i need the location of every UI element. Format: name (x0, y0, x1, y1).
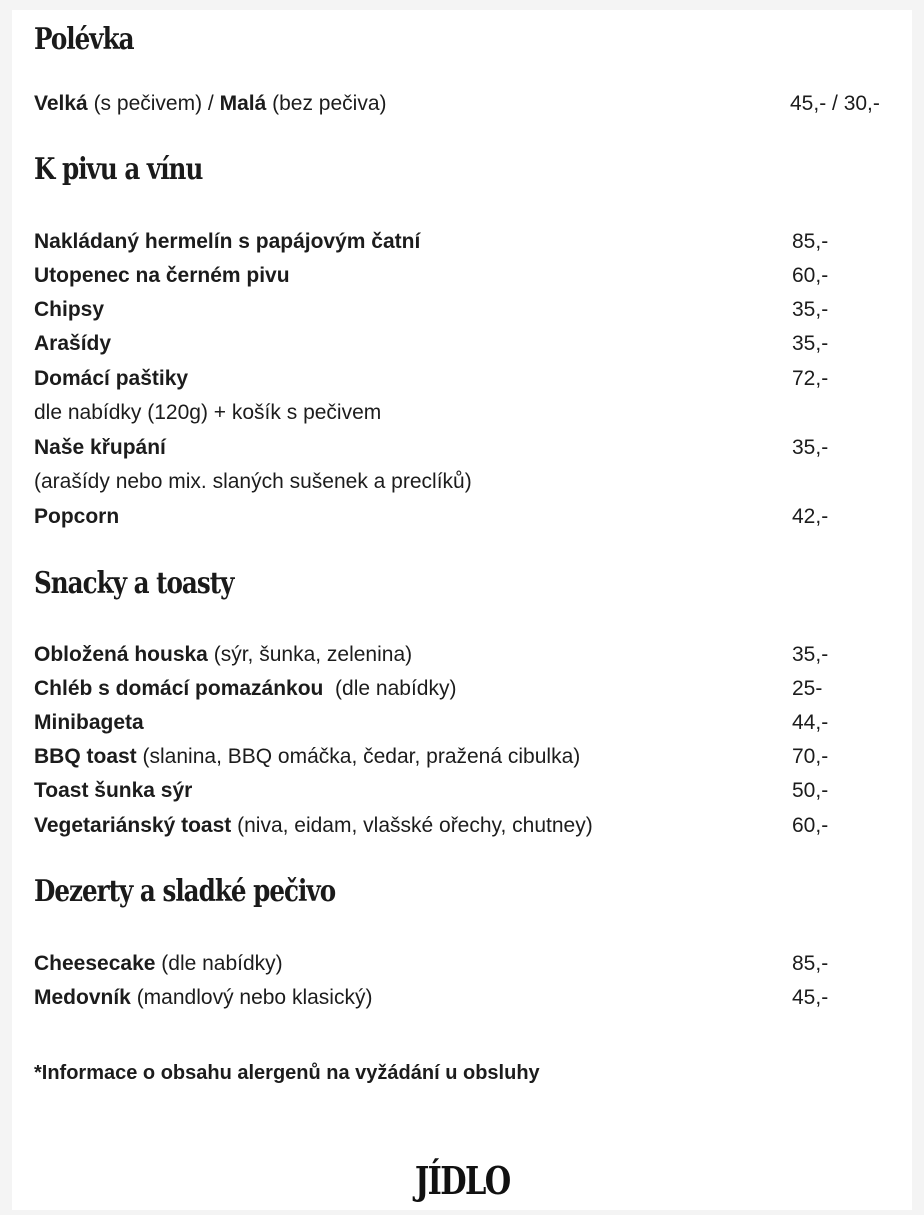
item-name: Chléb s domácí pomazánkou (34, 677, 324, 700)
section-title-snacky-a-toasty: Snacky a toasty (34, 566, 234, 601)
menu-item-polevka (34, 90, 902, 118)
page-title-jidlo (12, 1158, 912, 1203)
item-price: 70,- (792, 745, 829, 768)
item-name: Cheesecake (34, 952, 156, 975)
menu-item (34, 296, 902, 324)
menu-item (34, 330, 902, 358)
item-detail: (slanina, BBQ omáčka, čedar, pražená cibulka) (136, 745, 581, 768)
item-name: Arašídy (34, 332, 112, 355)
item-name: Popcorn (34, 505, 120, 528)
section-title-k-pivu-a-vinu: K pivu a vínu (34, 152, 203, 187)
item-price: 85,- (792, 952, 829, 975)
section-title-dezerty: Dezerty a sladké pečivo (34, 874, 336, 909)
item-name: Nakládaný hermelín s papájovým čatní (34, 230, 421, 253)
item-name: Toast šunka sýr (34, 779, 193, 802)
item-price: 35,- (792, 643, 829, 666)
item-name: Medovník (34, 986, 131, 1009)
page-title-text: JÍDLO (414, 1158, 510, 1203)
item-detail: (sýr, šunka, zelenina) (207, 643, 413, 666)
item-price: 35,- (792, 298, 829, 321)
menu-item (34, 228, 902, 256)
item-name: Utopenec na černém pivu (34, 264, 290, 287)
menu-item (34, 777, 902, 805)
item-price: 72,- (792, 367, 829, 390)
menu-item (34, 984, 902, 1012)
menu-item (34, 675, 902, 703)
menu-item (34, 743, 902, 771)
item-name: Velká (34, 92, 88, 115)
item-detail: (niva, eidam, vlašské ořechy, chutney) (231, 814, 593, 837)
item-name: Minibageta (34, 711, 144, 734)
item-price: 45,- / 30,- (790, 92, 880, 115)
item-detail-secondary: (bez pečiva) (266, 92, 387, 115)
item-price: 35,- (792, 332, 829, 355)
item-detail: (mandlový nebo klasický) (130, 986, 373, 1009)
menu-item (34, 812, 902, 840)
menu-item (34, 641, 902, 669)
item-name: Obložená houska (34, 643, 208, 666)
menu-item (34, 503, 902, 531)
item-price: 50,- (792, 779, 829, 802)
section-title-polevka: Polévka (34, 22, 134, 57)
menu-item (34, 950, 902, 978)
item-name: Naše křupání (34, 436, 166, 459)
item-price: 44,- (792, 711, 829, 734)
item-note: dle nabídky (120g) + košík s pečivem (34, 401, 382, 424)
item-price: 45,- (792, 986, 829, 1009)
menu-item (34, 709, 902, 737)
item-price: 42,- (792, 505, 829, 528)
allergen-footnote: *Informace o obsahu alergenů na vyžádání u obsluhy (34, 1062, 540, 1084)
item-detail: (dle nabídky) (155, 952, 283, 975)
item-name: BBQ toast (34, 745, 137, 768)
item-name: Domácí paštiky (34, 367, 189, 390)
item-name: Vegetariánský toast (34, 814, 232, 837)
item-name: Chipsy (34, 298, 105, 321)
item-price: 35,- (792, 436, 829, 459)
item-price: 60,- (792, 814, 829, 837)
item-price: 25- (792, 677, 823, 700)
item-detail: (s pečivem) / (87, 92, 220, 115)
item-price: 85,- (792, 230, 829, 253)
menu-item (34, 262, 902, 290)
item-price: 60,- (792, 264, 829, 287)
item-note: (arašídy nebo mix. slaných sušenek a preclíků) (34, 470, 472, 493)
item-name-secondary: Malá (219, 92, 267, 115)
menu-item (34, 365, 902, 393)
item-detail: (dle nabídky) (323, 677, 457, 700)
menu-page (12, 10, 912, 1210)
menu-item (34, 434, 902, 462)
